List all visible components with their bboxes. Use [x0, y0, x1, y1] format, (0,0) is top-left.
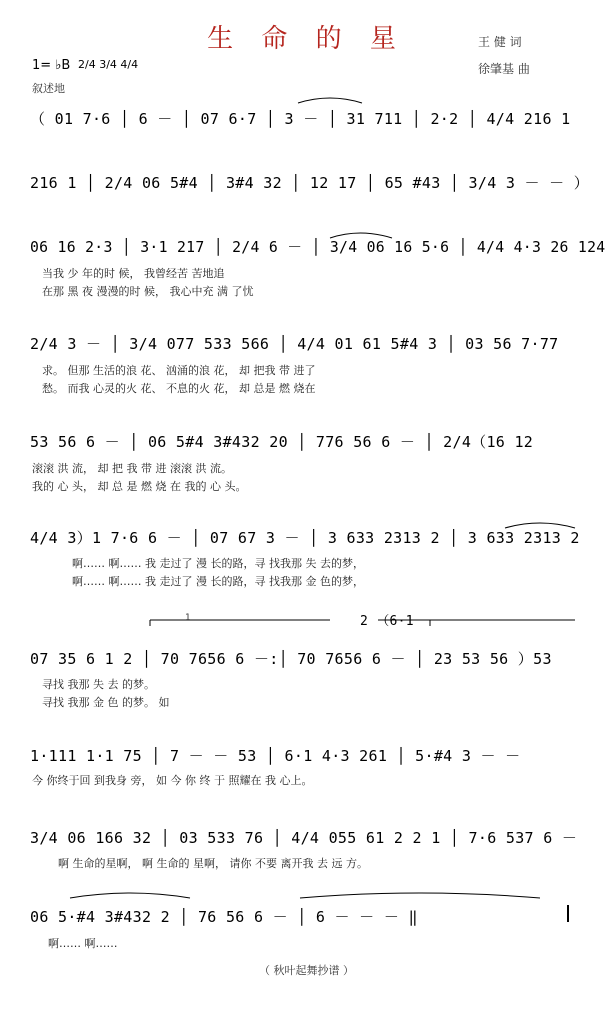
staff-line-9-notes: 3/4 06 166 32 │ 03 533 76 │ 4/4 055 61 2 2 1 │ 7·6 537 6 － — [30, 829, 578, 847]
staff-line-2-notes: 216 1 │ 2/4 06 5#4 │ 3#4 32 │ 12 17 │ 65 #43 │ 3/4 3 － － ） — [30, 174, 590, 192]
lyricist-credit: 王 健 词 — [478, 35, 522, 49]
staff-line-5-notes: 53 56 6 － │ 06 5#4 3#432 20 │ 776 56 6 － │ 2/4（16 12 — [30, 433, 534, 451]
staff-line-5-lyric-2: 我的 心 头， 却 总 是 燃 烧 在 我的 心 头。 — [32, 480, 247, 493]
volta-2-label: 2 （6·1 — [360, 614, 414, 629]
transcriber-credit: （ 秋叶起舞抄谱 ） — [259, 964, 354, 977]
volta-1-label: 1 — [185, 613, 191, 623]
staff-line-10-notes: 06 5·#4 3#432 2 │ 76 56 6 － │ 6 － － － ‖ — [30, 908, 418, 926]
staff-line-4-lyric-2: 愁。 而我 心灵的火 花、 不息的火 花， 却 总是 燃 烧在 — [42, 382, 316, 395]
staff-line-8-notes: 1·111 1·1 75 │ 7 － － 53 │ 6·1 4·3 261 │ 5·#4 3 － － — [30, 747, 521, 765]
tempo-marking: 叙述地 — [32, 82, 65, 95]
staff-line-7-notes: 07 35 6 1 2 │ 70 7656 6 －:│ 70 7656 6 － │ 23 53 56 ）53 — [30, 650, 552, 668]
staff-line-9-lyric-1: 啊 生命的星啊， 啊 生命的 星啊， 请你 不要 离开我 去 远 方。 — [58, 857, 368, 870]
staff-line-3-notes: 06 16 2·3 │ 3·1 217 │ 2/4 6 － │ 3/4 06 16 5·6 │ 4/4 4·3 26 124 — [30, 238, 606, 256]
staff-line-1-notes: （ 01 7·6 │ 6 － │ 07 6·7 │ 3 － │ 31 711 │ 2·2 │ 4/4 216 1 — [30, 110, 571, 128]
time-signatures: 2/4 3/4 4/4 — [78, 58, 139, 71]
staff-line-4-lyric-1: 求。 但那 生活的浪 花、 汹涌的浪 花， 却 把我 带 进了 — [42, 364, 316, 377]
key-signature: 1= ♭B — [32, 58, 71, 73]
staff-line-5-lyric-1: 滚滚 洪 流， 却 把 我 带 进 滚滚 洪 流。 — [32, 462, 232, 475]
staff-line-3-lyric-1: 当我 少 年的时 候， 我曾经苦 苦地追 — [42, 267, 225, 280]
composer-credit: 徐肇基 曲 — [478, 62, 530, 76]
staff-line-7-lyric-2: 寻找 我那 金 色 的梦。 如 — [42, 696, 170, 709]
staff-line-6-notes: 4/4 3）1 7·6 6 － │ 07 67 3 － │ 3 633 2313 2 │ 3 633 2313 2 — [30, 529, 580, 547]
staff-line-6-lyric-1: 啊…… 啊…… 我 走过了 漫 长的路，寻 找我那 失 去的梦， — [72, 557, 364, 570]
staff-line-8-lyric-1: 今 你终于回 到我身 旁， 如 今 你 终 于 照耀在 我 心上。 — [32, 774, 313, 787]
staff-line-7-lyric-1: 寻找 我那 失 去 的梦。 — [42, 678, 155, 691]
song-title: 生 命 的 星 — [207, 24, 406, 54]
staff-line-10-lyric-1: 啊…… 啊…… — [48, 937, 118, 950]
staff-line-6-lyric-2: 啊…… 啊…… 我 走过了 漫 长的路，寻 找我那 金 色的梦， — [72, 575, 364, 588]
staff-line-3-lyric-2: 在那 黑 夜 漫漫的时 候， 我心中充 满 了忧 — [42, 285, 254, 298]
staff-line-4-notes: 2/4 3 － │ 3/4 077 533 566 │ 4/4 01 61 5#4 3 │ 03 56 7·77 — [30, 335, 559, 353]
